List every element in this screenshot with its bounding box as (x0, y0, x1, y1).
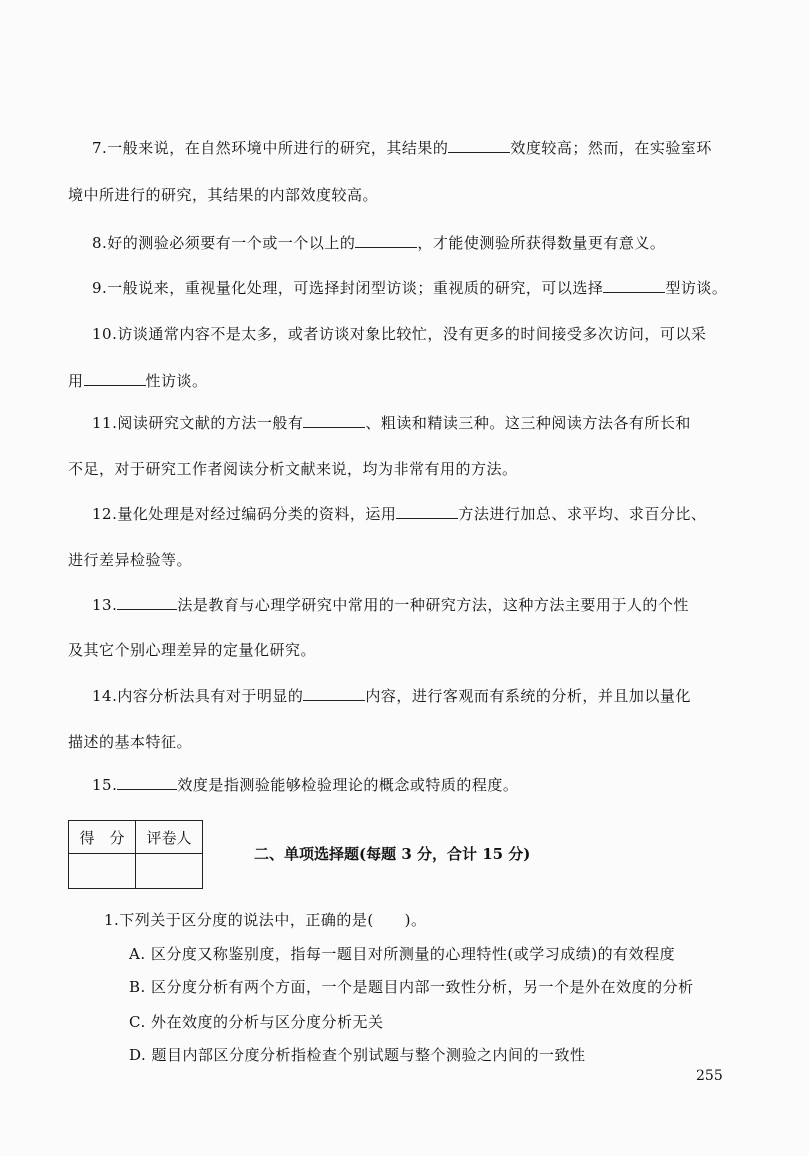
score-cell[interactable] (69, 854, 136, 889)
blank (396, 504, 458, 519)
q13-line2: 及其它个别心理差异的定量化研究。 (68, 641, 317, 659)
q14-line2: 描述的基本特征。 (68, 733, 193, 751)
option-a: A. 区分度又称鉴别度，指每一题目对所测量的心理特性(或学习成绩)的有效程度 (129, 945, 676, 963)
q12-line2: 进行差异检验等。 (68, 551, 193, 569)
blank (84, 371, 146, 386)
mc1-stem: 1.下列关于区分度的说法中，正确的是( )。 (104, 911, 427, 929)
option-c: C. 外在效度的分析与区分度分析无关 (129, 1013, 384, 1031)
score-table (68, 820, 203, 889)
q10-line1: 10.访谈通常内容不是太多，或者访谈对象比较忙，没有更多的时间接受多次访问，可以采 (92, 325, 707, 343)
q15: 15. 效度是指测验能够检验理论的概念或特质的程度。 (92, 776, 519, 794)
q12-line1: 12.量化处理是对经过编码分类的资料，运用 方法进行加总、求平均、求百分比、 (92, 505, 707, 523)
option-b: B. 区分度分析有两个方面，一个是题目内部一致性分析，另一个是外在效度的分析 (129, 978, 694, 996)
score-header: 得 分 (69, 821, 136, 854)
grader-header: 评卷人 (136, 821, 203, 854)
grader-cell[interactable] (136, 854, 203, 889)
blank (117, 775, 177, 790)
blank (303, 686, 365, 701)
blank (448, 138, 510, 153)
q7-line2: 境中所进行的研究，其结果的内部效度较高。 (68, 186, 379, 204)
option-d: D. 题目内部区分度分析指检查个别试题与整个测验之内间的一致性 (129, 1046, 586, 1064)
blank (303, 413, 365, 428)
q8: 8.好的测验必须要有一个或一个以上的 ，才能使测验所获得数量更有意义。 (92, 234, 666, 252)
q9: 9.一般说来，重视量化处理，可选择封闭型访谈；重视质的研究，可以选择 型访谈。 (92, 279, 728, 297)
q14-line1: 14.内容分析法具有对于明显的 内容，进行客观而有系统的分析，并且加以量化 (92, 687, 691, 705)
blank (355, 233, 417, 248)
q13-line1: 13. 法是教育与心理学研究中常用的一种研究方法，这种方法主要用于人的个性 (92, 596, 689, 614)
page-number: 255 (696, 1068, 723, 1084)
q10-line2: 用 性访谈。 (68, 372, 208, 390)
q11-line1: 11.阅读研究文献的方法一般有 、粗读和精读三种。这三种阅读方法各有所长和 (92, 414, 691, 432)
section-title: 二、单项选择题(每题 3 分，合计 15 分) (254, 845, 531, 863)
q7-line1: 7.一般来说，在自然环境中所进行的研究，其结果的 效度较高；然而，在实验室环 (92, 139, 712, 157)
q11-line2: 不足，对于研究工作者阅读分析文献来说，均为非常有用的方法。 (68, 460, 518, 478)
blank (117, 595, 177, 610)
blank (603, 278, 665, 293)
